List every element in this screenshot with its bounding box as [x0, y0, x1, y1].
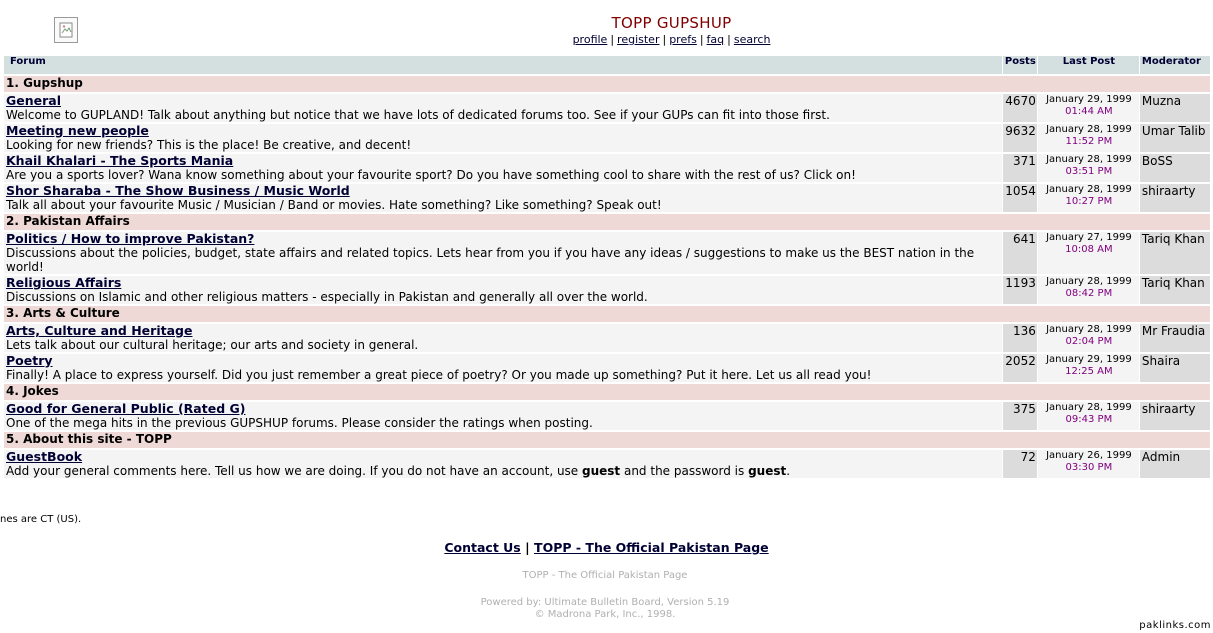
- forum-link[interactable]: Meeting new people: [6, 123, 149, 138]
- forum-description: Lets talk about our cultural heritage; our arts and society in general.: [6, 338, 419, 352]
- last-post-time: 03:30 PM: [1065, 462, 1113, 473]
- post-count: 9632: [1003, 124, 1037, 152]
- forum-link[interactable]: Arts, Culture and Heritage: [6, 323, 193, 338]
- post-count: 136: [1003, 324, 1037, 352]
- forum-row: [4, 276, 1210, 304]
- forum-link[interactable]: Khail Khalari - The Sports Mania: [6, 153, 234, 168]
- forum-row: [4, 324, 1210, 352]
- forum-description: [6, 464, 1001, 478]
- last-post-cell: [1038, 450, 1139, 478]
- last-post-date: January 26, 1999: [1046, 450, 1132, 461]
- top-nav: [0, 33, 1213, 46]
- footer-site-name: TOPP - The Official Pakistan Page: [522, 570, 688, 581]
- table-header: [4, 56, 1210, 74]
- last-post-time: 01:44 AM: [1065, 106, 1113, 117]
- description-text: Add your general comments here. Tell us how we are doing. If you do not have an account, use: [6, 464, 582, 478]
- category-row: [4, 76, 1210, 92]
- last-post-date: January 27, 1999: [1046, 232, 1132, 243]
- nav-profile-link[interactable]: profile: [572, 33, 608, 46]
- nav-separator: |: [699, 33, 704, 46]
- moderator-name: BoSS: [1140, 154, 1210, 182]
- col-forum-header: Forum: [4, 56, 1002, 74]
- moderator-name: Shaira: [1140, 354, 1210, 382]
- forum-link[interactable]: Poetry: [6, 353, 53, 368]
- topp-home-link[interactable]: TOPP - The Official Pakistan Page: [534, 540, 769, 555]
- moderator-name: Tariq Khan: [1140, 232, 1210, 274]
- copyright-text: © Madrona Park, Inc., 1998.: [534, 609, 676, 620]
- moderator-name: Umar Talib: [1140, 124, 1210, 152]
- category-row: [4, 214, 1210, 230]
- forum-link[interactable]: Shor Sharaba - The Show Business / Music World: [6, 183, 350, 198]
- nav-register-link[interactable]: register: [617, 33, 660, 46]
- category-title: 3. Arts & Culture: [4, 306, 1210, 322]
- post-count: 4670: [1003, 94, 1037, 122]
- col-moderator-header: Moderator: [1140, 56, 1210, 74]
- moderator-name: Admin: [1140, 450, 1210, 478]
- powered-by-text: Powered by: Ultimate Bulletin Board, Version 5.19: [480, 597, 730, 608]
- last-post-date: January 28, 1999: [1046, 154, 1132, 165]
- forum-link[interactable]: General: [6, 93, 61, 108]
- category-title: 4. Jokes: [4, 384, 1210, 400]
- site-title: TOPP GUPSHUP: [611, 14, 732, 32]
- moderator-name: Tariq Khan: [1140, 276, 1210, 304]
- forum-cell: [4, 184, 1002, 212]
- forum-cell: [4, 232, 1002, 274]
- moderator-name: Mr Fraudia: [1140, 324, 1210, 352]
- nav-search-link[interactable]: search: [733, 33, 771, 46]
- post-count: 1054: [1003, 184, 1037, 212]
- last-post-date: January 28, 1999: [1046, 402, 1132, 413]
- forum-cell: [4, 402, 1002, 430]
- footer-credits: [0, 597, 1210, 621]
- description-text: .: [786, 464, 791, 478]
- moderator-name: Muzna: [1140, 94, 1210, 122]
- paklinks-watermark: paklinks.com: [1139, 620, 1211, 631]
- forum-link[interactable]: GuestBook: [6, 449, 83, 464]
- last-post-date: January 29, 1999: [1046, 354, 1132, 365]
- forum-link[interactable]: Good for General Public (Rated G): [6, 401, 246, 416]
- forum-description: Are you a sports lover? Wana know something about your favourite sport? Do you have something cool to share with the rest of us? Click on!: [6, 168, 856, 182]
- post-count: 371: [1003, 154, 1037, 182]
- last-post-date: January 28, 1999: [1046, 184, 1132, 195]
- category-row: [4, 384, 1210, 400]
- forum-link[interactable]: Religious Affairs: [6, 275, 122, 290]
- last-post-time: 12:25 AM: [1065, 366, 1113, 377]
- forum-description: Discussions on Islamic and other religious matters - especially in Pakistan and generally all over the world.: [6, 290, 648, 304]
- forum-description: Talk all about your favourite Music / Musician / Band or movies. Hate something? Like something? Speak out!: [6, 198, 662, 212]
- last-post-time: 08:42 PM: [1065, 288, 1113, 299]
- last-post-cell: [1038, 232, 1139, 274]
- last-post-cell: [1038, 276, 1139, 304]
- forum-row: [4, 402, 1210, 430]
- category-row: [4, 306, 1210, 322]
- last-post-time: 09:43 PM: [1065, 414, 1113, 425]
- forum-description: One of the mega hits in the previous GUPSHUP forums. Please consider the ratings when posting.: [6, 416, 593, 430]
- last-post-cell: [1038, 154, 1139, 182]
- forum-row: [4, 184, 1210, 212]
- forum-row: [4, 450, 1210, 478]
- last-post-date: January 28, 1999: [1046, 324, 1132, 335]
- category-row: [4, 432, 1210, 448]
- forum-cell: [4, 276, 1002, 304]
- last-post-cell: [1038, 124, 1139, 152]
- nav-separator: |: [610, 33, 615, 46]
- last-post-date: January 29, 1999: [1046, 94, 1132, 105]
- forum-cell: [4, 354, 1002, 382]
- col-last-post-header: Last Post: [1038, 56, 1139, 74]
- moderator-name: shiraarty: [1140, 402, 1210, 430]
- forum-row: [4, 154, 1210, 182]
- last-post-time: 10:27 PM: [1065, 196, 1113, 207]
- guest-password: guest: [748, 464, 787, 478]
- description-text: and the password is: [620, 464, 749, 478]
- post-count: 1193: [1003, 276, 1037, 304]
- forum-table: [3, 54, 1211, 480]
- contact-us-link[interactable]: Contact Us: [444, 540, 521, 555]
- forum-cell: [4, 154, 1002, 182]
- last-post-cell: [1038, 94, 1139, 122]
- forum-description: Finally! A place to express yourself. Did you just remember a great piece of poetry? Or you made up something? Put it here. Let us all read you!: [6, 368, 872, 382]
- nav-prefs-link[interactable]: prefs: [669, 33, 697, 46]
- forum-cell: [4, 94, 1002, 122]
- col-posts-header: Posts: [1003, 56, 1037, 74]
- post-count: 375: [1003, 402, 1037, 430]
- last-post-time: 10:08 AM: [1065, 244, 1113, 255]
- nav-separator: |: [727, 33, 731, 46]
- forum-cell: [4, 450, 1002, 478]
- category-title: 5. About this site - TOPP: [4, 432, 1210, 448]
- forum-cell: [4, 124, 1002, 152]
- last-post-time: 03:51 PM: [1065, 166, 1113, 177]
- nav-faq-link[interactable]: faq: [706, 33, 725, 46]
- link-separator: |: [525, 540, 530, 555]
- contact-links: [0, 540, 1213, 555]
- category-title: 2. Pakistan Affairs: [4, 214, 1210, 230]
- forum-cell: [4, 324, 1002, 352]
- last-post-cell: [1038, 402, 1139, 430]
- guest-username: guest: [582, 464, 621, 478]
- nav-separator: |: [662, 33, 667, 46]
- timezone-note: nes are CT (US).: [0, 514, 82, 525]
- last-post-cell: [1038, 324, 1139, 352]
- last-post-time: 11:52 PM: [1065, 136, 1113, 147]
- last-post-date: January 28, 1999: [1046, 276, 1132, 287]
- forum-link[interactable]: Politics / How to improve Pakistan?: [6, 231, 255, 246]
- last-post-cell: [1038, 354, 1139, 382]
- forum-row: [4, 94, 1210, 122]
- category-title: 1. Gupshup: [4, 76, 1210, 92]
- last-post-date: January 28, 1999: [1046, 124, 1132, 135]
- moderator-name: shiraarty: [1140, 184, 1210, 212]
- post-count: 2052: [1003, 354, 1037, 382]
- forum-row: [4, 354, 1210, 382]
- last-post-time: 02:04 PM: [1065, 336, 1113, 347]
- forum-description: Discussions about the policies, budget, state affairs and related topics. Lets hear from you if you have any ideas / suggestions to make us the BEST nation in the world!: [6, 246, 975, 274]
- last-post-cell: [1038, 184, 1139, 212]
- post-count: 641: [1003, 232, 1037, 274]
- forum-description: Welcome to GUPLAND! Talk about anything but notice that we have lots of dedicated forums too. See if your GUPs can fit into those first.: [6, 108, 830, 122]
- post-count: 72: [1003, 450, 1037, 478]
- forum-description: Looking for new friends? This is the place! Be creative, and decent!: [6, 138, 412, 152]
- forum-row: [4, 232, 1210, 274]
- forum-row: [4, 124, 1210, 152]
